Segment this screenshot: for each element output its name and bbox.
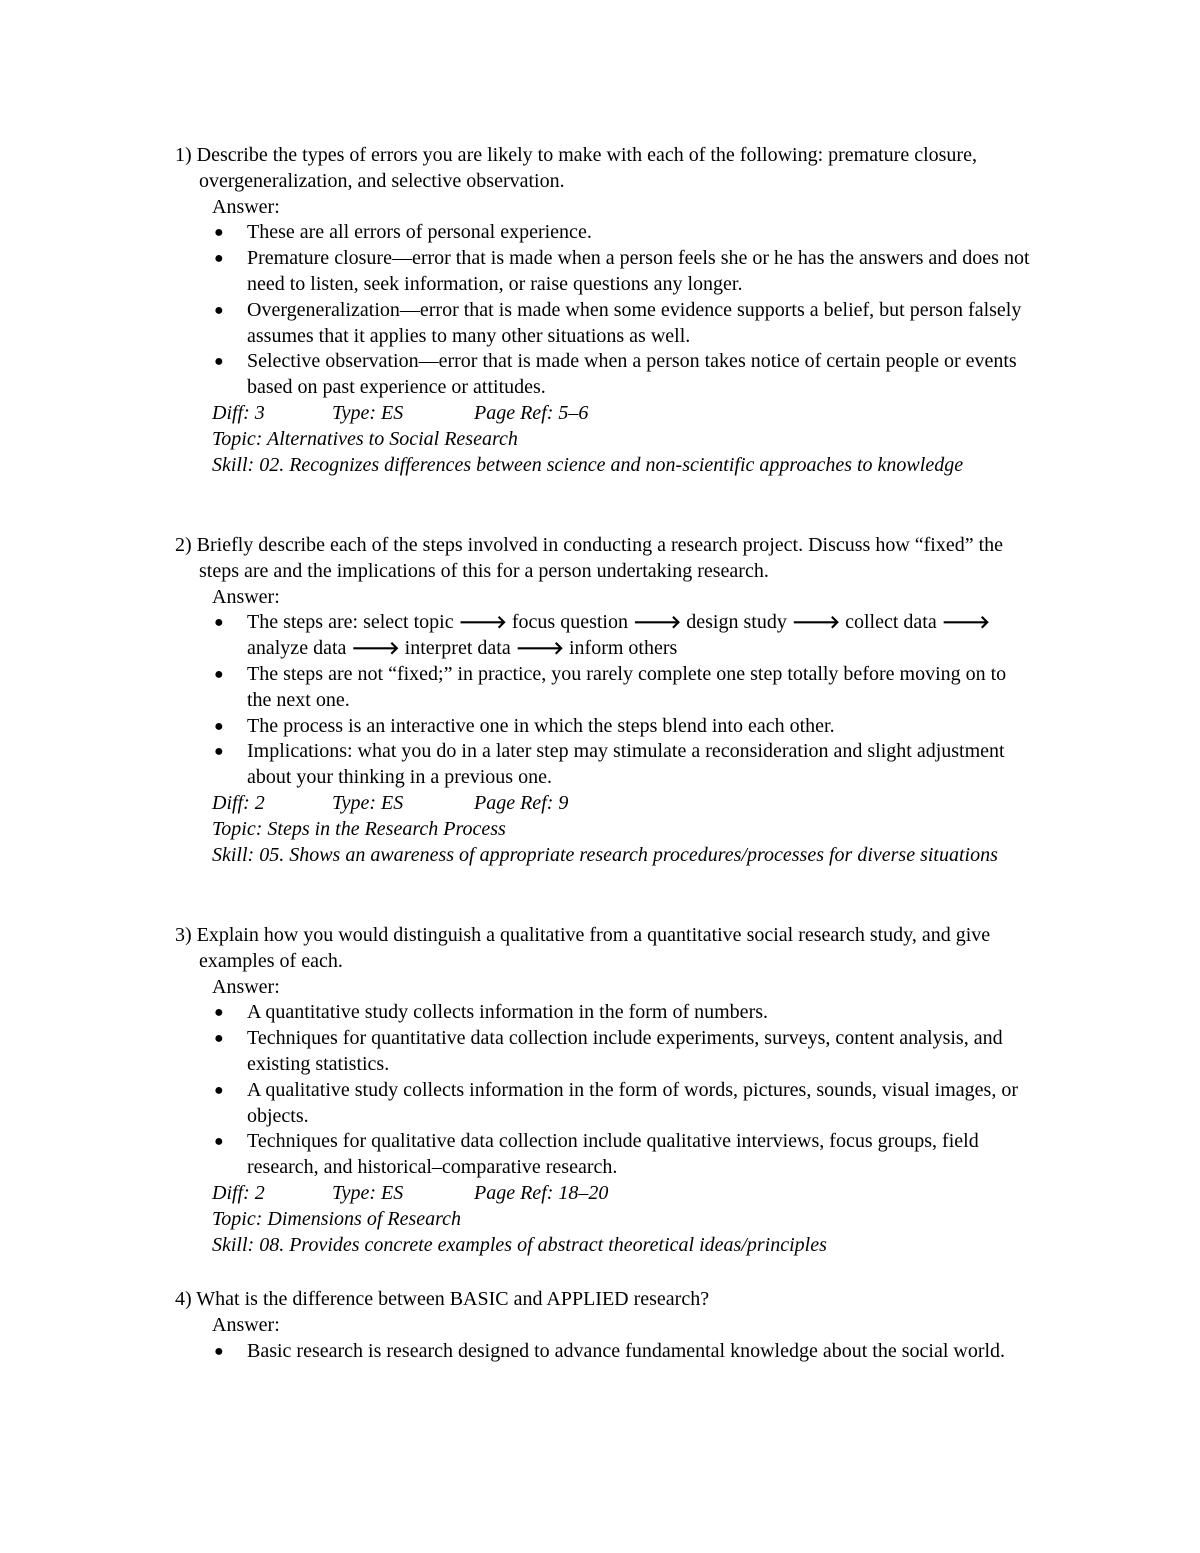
list-item-text: Techniques for quantitative data collection include experiments, surveys, content analysis, and existing statistics. <box>247 1027 1003 1075</box>
step-label: analyze data <box>247 637 347 660</box>
answer-list <box>212 610 1035 791</box>
answer-label: Answer: <box>212 195 280 218</box>
bullet-icon: ● <box>214 353 224 371</box>
list-item-text: Overgeneralization—error that is made when some evidence supports a belief, but person falsely assumes that it applies to many other situations as well. <box>247 298 1022 347</box>
answer-list <box>212 1000 1035 1181</box>
list-item <box>212 662 1035 714</box>
list-item-text: Techniques for qualitative data collection include qualitative interviews, focus groups, field research, and historical–comparative research. <box>247 1130 979 1179</box>
arrow-right-icon: 🡒 <box>458 612 507 634</box>
question-text: 3) Explain how you would distinguish a qualitative from a quantitative social research study, and give examples of each. <box>175 924 991 972</box>
step-label: interpret data <box>404 637 511 660</box>
page-ref: Page Ref: 18–20 <box>474 1181 609 1204</box>
list-item-text: The steps are not “fixed;” in practice, you rarely complete one step totally before moving on to the next one. <box>247 662 1007 711</box>
question-type: Type: ES <box>332 401 404 424</box>
difficulty: Diff: 2 <box>212 1181 265 1204</box>
list-item-text: Premature closure—error that is made when a person feels she or he has the answers and does not need to listen, seek information, or raise questions any longer. <box>247 247 1030 295</box>
steps-intro: The steps are: <box>247 611 364 634</box>
bullet-icon: ● <box>214 614 224 632</box>
answer-list <box>212 1339 1035 1365</box>
list-item-text: Basic research is research designed to advance fundamental knowledge about the social world. <box>247 1339 1006 1362</box>
step-label: select topic <box>363 611 454 634</box>
question-type: Type: ES <box>332 791 404 814</box>
list-item <box>212 1078 1035 1130</box>
question-text: 2) Briefly describe each of the steps involved in conducting a research project. Discuss how “fixed” the steps are and the implications of this for a person undertaking research. <box>175 534 1004 582</box>
topic: Topic: Steps in the Research Process <box>212 817 506 840</box>
list-item <box>212 1339 1035 1365</box>
meta-row <box>212 791 1035 817</box>
arrow-right-icon: 🡒 <box>515 638 564 660</box>
list-item <box>212 1000 1035 1026</box>
arrow-right-icon: 🡒 <box>791 612 841 634</box>
bullet-icon: ● <box>214 665 224 683</box>
bullet-icon: ● <box>214 717 224 735</box>
bullet-icon: ● <box>214 301 224 319</box>
step-label: collect data <box>845 611 937 634</box>
page-ref: Page Ref: 9 <box>474 791 569 814</box>
list-item <box>212 1026 1035 1078</box>
bullet-icon: ● <box>214 1133 224 1151</box>
answer-label: Answer: <box>212 585 280 608</box>
topic: Topic: Alternatives to Social Research <box>212 427 518 450</box>
meta-row <box>212 401 1035 427</box>
question-text: 1) Describe the types of errors you are likely to make with each of the following: premature closure, overgeneralization, and selective observation. <box>175 144 977 192</box>
bullet-icon: ● <box>214 1342 224 1360</box>
question-text: 4) What is the difference between BASIC and APPLIED research? <box>175 1288 710 1310</box>
skill: Skill: 08. Provides concrete examples of abstract theoretical ideas/principles <box>212 1233 827 1256</box>
list-item <box>212 246 1035 298</box>
bullet-icon: ● <box>214 224 224 242</box>
list-item <box>212 349 1035 401</box>
list-item <box>212 1129 1035 1181</box>
arrow-right-icon: 🡒 <box>351 638 400 660</box>
difficulty: Diff: 3 <box>212 401 265 424</box>
page-ref: Page Ref: 5–6 <box>474 401 589 424</box>
question-2 <box>175 533 1035 868</box>
list-item <box>212 714 1035 740</box>
question-type: Type: ES <box>332 1181 404 1204</box>
bullet-icon: ● <box>214 250 224 268</box>
step-label: focus question <box>511 611 628 634</box>
question-1 <box>175 143 1035 478</box>
step-label: inform others <box>569 637 678 660</box>
topic: Topic: Dimensions of Research <box>212 1207 462 1230</box>
list-item <box>212 739 1035 791</box>
bullet-icon: ● <box>214 1030 224 1048</box>
list-item-text: These are all errors of personal experience. <box>247 221 592 244</box>
question-meta <box>212 791 1035 868</box>
arrow-right-icon: 🡒 <box>941 612 991 634</box>
question-meta <box>212 1181 1035 1258</box>
answer-label: Answer: <box>212 975 280 998</box>
list-item <box>212 220 1035 246</box>
meta-row <box>212 1181 1035 1207</box>
list-item <box>212 610 1035 662</box>
answer-label: Answer: <box>212 1313 280 1336</box>
step-label: design study <box>686 611 787 634</box>
list-item-text: The process is an interactive one in which the steps blend into each other. <box>247 714 835 737</box>
question-meta <box>212 401 1035 478</box>
list-item <box>212 298 1035 350</box>
answer-list <box>212 220 1035 401</box>
bullet-icon: ● <box>214 1004 224 1022</box>
question-3 <box>175 923 1035 1258</box>
skill: Skill: 02. Recognizes differences between science and non-scientific approaches to knowledge <box>212 453 964 476</box>
question-4 <box>175 1287 1035 1364</box>
list-item-text: Implications: what you do in a later step may stimulate a reconsideration and slight adjustment about your thinking in a previous one. <box>247 740 1005 789</box>
list-item-text: A quantitative study collects information in the form of numbers. <box>247 1001 769 1024</box>
skill: Skill: 05. Shows an awareness of appropriate research procedures/processes for diverse situations <box>212 843 998 866</box>
list-item-text: A qualitative study collects information in the form of words, pictures, sounds, visual images, or objects. <box>247 1078 1018 1127</box>
bullet-icon: ● <box>214 743 224 761</box>
arrow-right-icon: 🡒 <box>632 612 682 634</box>
list-item-text: Selective observation—error that is made when a person takes notice of certain people or events based on past experience or attitudes. <box>247 350 1017 399</box>
steps-text <box>247 611 990 659</box>
difficulty: Diff: 2 <box>212 791 265 814</box>
bullet-icon: ● <box>214 1081 224 1099</box>
